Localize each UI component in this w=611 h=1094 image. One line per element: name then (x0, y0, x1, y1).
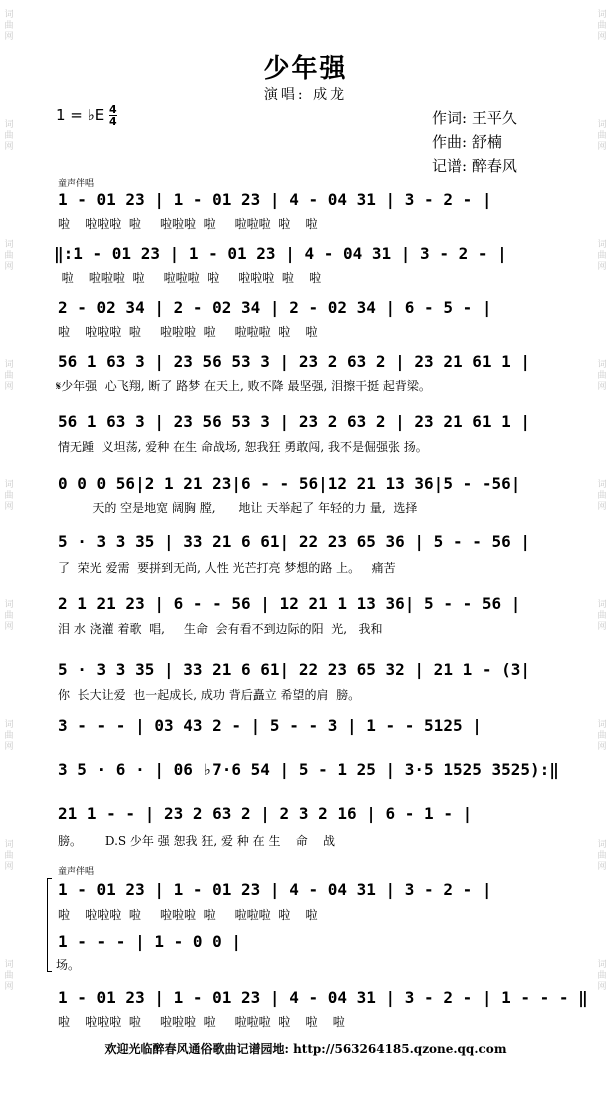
notation-line: 5 · 3 3 35 | 33 21 6 61| 22 23 65 32 | 21 1 - (3| (58, 660, 531, 679)
notation-line: 56 1 63 3 | 23 56 53 3 | 23 2 63 2 | 23 21 61 1 | (58, 352, 531, 371)
lyric-line: 情无踵 义坦荡, 爱种 在生 命战场, 恕我狂 勇敢闯, 我不是倔强张 扬。 (58, 440, 428, 454)
notation-line: 3 - - - | 03 43 2 - | 5 - - 3 | 1 - - 5125 | (58, 716, 482, 735)
lyric-line: 场。 (56, 958, 81, 972)
notation-line: 3 5 · 6 · | 06 ♭7·6 54 | 5 - 1 25 | 3·5 1525 3525):‖ (58, 760, 559, 779)
watermark-left: 词 曲 网 词 曲 网 词 曲 网 词 曲 网 词 曲 网 词 曲 网 词 曲 网 词 曲 网 词 曲 网 (4, 10, 14, 992)
notation-line: 0 0 0 56|2 1 21 23|6 - - 56|12 21 13 36|5 - -56| (58, 474, 521, 493)
lyricist: 作词: 王平久 (432, 109, 517, 127)
lyric-line: 啦 啦啦啦 啦 啦啦啦 啦 啦啦啦 啦 啦 (58, 325, 318, 339)
watermark-right: 词 曲 网 词 曲 网 词 曲 网 词 曲 网 词 曲 网 词 曲 网 词 曲 网 词 曲 网 词 曲 网 (597, 10, 607, 992)
lyric-line: 泪 水 浇灌 着歌 唱, 生命 会有看不到边际的阳 光, 我和 (58, 622, 383, 636)
key-prefix: 1 = ♭E (56, 106, 105, 124)
lyric-line: 了 荣光 爱需 要拼到无尚, 人性 光芒打亮 梦想的路 上。 痛苦 (58, 561, 396, 575)
time-numerator: 4 (108, 103, 117, 116)
time-denominator: 4 (108, 115, 117, 128)
lyric-line: 啦 啦啦啦 啦 啦啦啦 啦 啦啦啦 啦 啦 (58, 908, 318, 922)
composer: 作曲: 舒楠 (432, 133, 502, 151)
notation-line: 2 - 02 34 | 2 - 02 34 | 2 - 02 34 | 6 - 5 - | (58, 298, 492, 317)
lyric-line: 你 长大让爱 也一起成长, 成功 背后矗立 希望的肩 膀。 (58, 688, 361, 702)
key-signature (56, 104, 117, 127)
notation-line: 21 1 - - | 23 2 63 2 | 2 3 2 16 | 6 - 1 - | (58, 804, 473, 823)
lyric-line: 啦 啦啦啦 啦 啦啦啦 啦 啦啦啦 啦 啦 啦 (58, 1015, 345, 1029)
time-signature (109, 104, 117, 127)
lyric-line: 𝄋少年强 心飞翔, 断了 路梦 在天上, 败不降 最坚强, 泪擦干挺 起背梁。 (56, 379, 431, 393)
notation-line: 1 - 01 23 | 1 - 01 23 | 4 - 04 31 | 3 - 2 - | (58, 880, 492, 899)
lyric-line: 天的 空是地宽 阔胸 膛, 地让 天举起了 年轻的力 量, 选择 (58, 501, 418, 515)
notation-line: 2 1 21 23 | 6 - - 56 | 12 21 1 13 36| 5 - - 56 | (58, 594, 521, 613)
notation-line: 1 - 01 23 | 1 - 01 23 | 4 - 04 31 | 3 - 2 - | (58, 190, 492, 209)
singer-line: 演唱: 成龙 (263, 87, 348, 103)
lyric-line: 膀。 D.S 少年 强 恕我 狂, 爱 种 在 生 命 战 (58, 834, 335, 848)
transcriber: 记谱: 醉春风 (432, 157, 517, 175)
lyric-line: 啦 啦啦啦 啦 啦啦啦 啦 啦啦啦 啦 啦 (54, 271, 322, 285)
children-chorus-tag: 童声伴唱 (58, 867, 95, 877)
credits (432, 106, 517, 178)
lyric-line: 啦 啦啦啦 啦 啦啦啦 啦 啦啦啦 啦 啦 (58, 217, 318, 231)
notation-line: 1 - - - | 1 - 0 0 | (58, 932, 242, 951)
footer-link: 欢迎光临醉春风通俗歌曲记谱园地: http://563264185.qzone.qq.com (104, 1042, 507, 1056)
notation-line: 5 · 3 3 35 | 33 21 6 61| 22 23 65 36 | 5 - - 56 | (58, 532, 531, 551)
song-title: 少年强 (263, 54, 348, 84)
notation-line: ‖:1 - 01 23 | 1 - 01 23 | 4 - 04 31 | 3 - 2 - | (54, 244, 507, 263)
children-chorus-tag: 童声伴唱 (58, 179, 95, 189)
notation-line: 1 - 01 23 | 1 - 01 23 | 4 - 04 31 | 3 - 2 - | 1 - - - ‖ (58, 988, 588, 1007)
notation-line: 56 1 63 3 | 23 56 53 3 | 23 2 63 2 | 23 21 61 1 | (58, 412, 531, 431)
